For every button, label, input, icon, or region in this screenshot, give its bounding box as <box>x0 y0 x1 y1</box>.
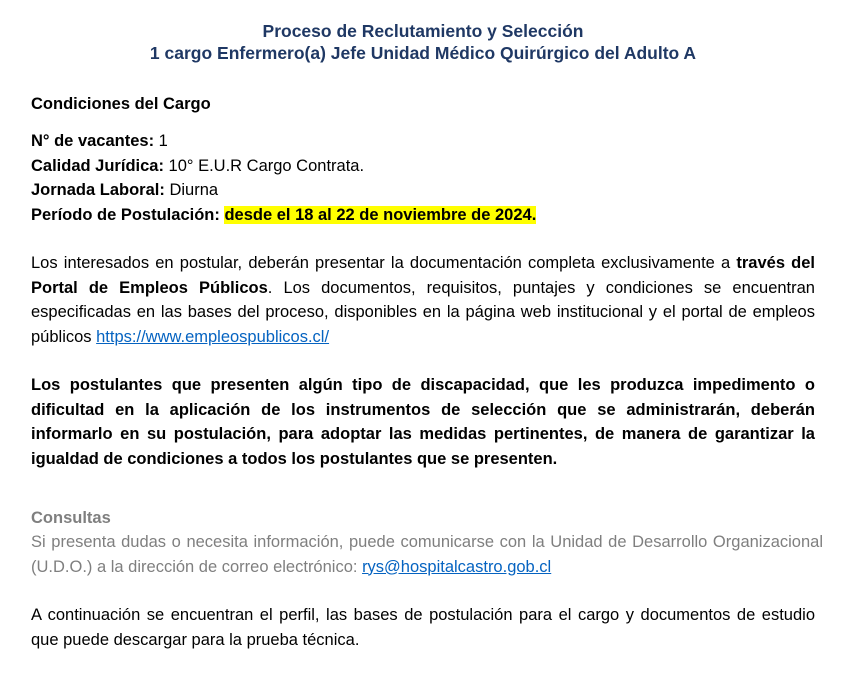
vacantes-value: 1 <box>154 132 168 150</box>
para1-text-a: Los interesados en postular, deberán presentar la documentación completa exclusivamente a <box>31 254 737 272</box>
jornada-label: Jornada Laboral: <box>31 181 165 199</box>
page-title <box>0 20 846 64</box>
para1-bold: través del Portal de Empleos Públicos <box>31 254 816 297</box>
title-line-2: 1 cargo Enfermero(a) Jefe Unidad Médico Quirúrgico del Adulto A <box>149 43 697 63</box>
field-periodo <box>31 203 815 228</box>
consultas-heading: Consultas <box>31 509 111 527</box>
periodo-value-highlight: desde el 18 al 22 de noviembre de 2024. <box>224 205 537 224</box>
title-line-1: Proceso de Reclutamiento y Selección <box>262 21 584 41</box>
calidad-label: Calidad Jurídica: <box>31 156 164 175</box>
consultas-text: Si presenta dudas o necesita información, puede comunicarse con la Unidad de Desarrollo Organizacional (U.D.O.) a la dirección de correo electrónico: <box>31 533 823 576</box>
field-jornada <box>31 178 815 203</box>
empleos-publicos-link[interactable]: https://www.empleospublicos.cl/ <box>96 327 330 346</box>
document-body <box>31 92 823 652</box>
field-vacantes <box>31 129 815 154</box>
conditions-heading: Condiciones del Cargo <box>31 95 211 113</box>
disability-paragraph: Los postulantes que presenten algún tipo de discapacidad, que les produzca impedimento o dificultad en la aplicación de los instrumentos de selección que se administrarán, deberán informarlo en su postulación, para adoptar las medidas pertinentes, de manera de garantizar la igualdad de condiciones a todos los postulantes que se presenten. <box>31 376 815 468</box>
instructions-paragraph <box>31 251 815 349</box>
periodo-label: Período de Postulación: <box>31 205 220 224</box>
field-calidad-juridica <box>31 154 815 179</box>
para1-text-b: . Los documentos, requisitos, puntajes y condiciones se encuentran especificadas en las bases del proceso, disponibles en la página web institucional y el portal de empleos públicos <box>31 278 815 346</box>
consultas-section <box>31 506 823 579</box>
closing-paragraph: A continuación se encuentran el perfil, las bases de postulación para el cargo y documentos de estudio que puede descargar para la prueba técnica. <box>31 606 815 649</box>
calidad-value: 10° E.U.R Cargo Contrata. <box>163 156 365 175</box>
conditions-list <box>31 129 815 227</box>
vacantes-label: N° de vacantes: <box>31 132 155 150</box>
consultas-text-block <box>31 530 823 579</box>
contact-email-link[interactable]: rys@hospitalcastro.gob.cl <box>362 557 552 576</box>
jornada-value: Diurna <box>164 181 219 199</box>
